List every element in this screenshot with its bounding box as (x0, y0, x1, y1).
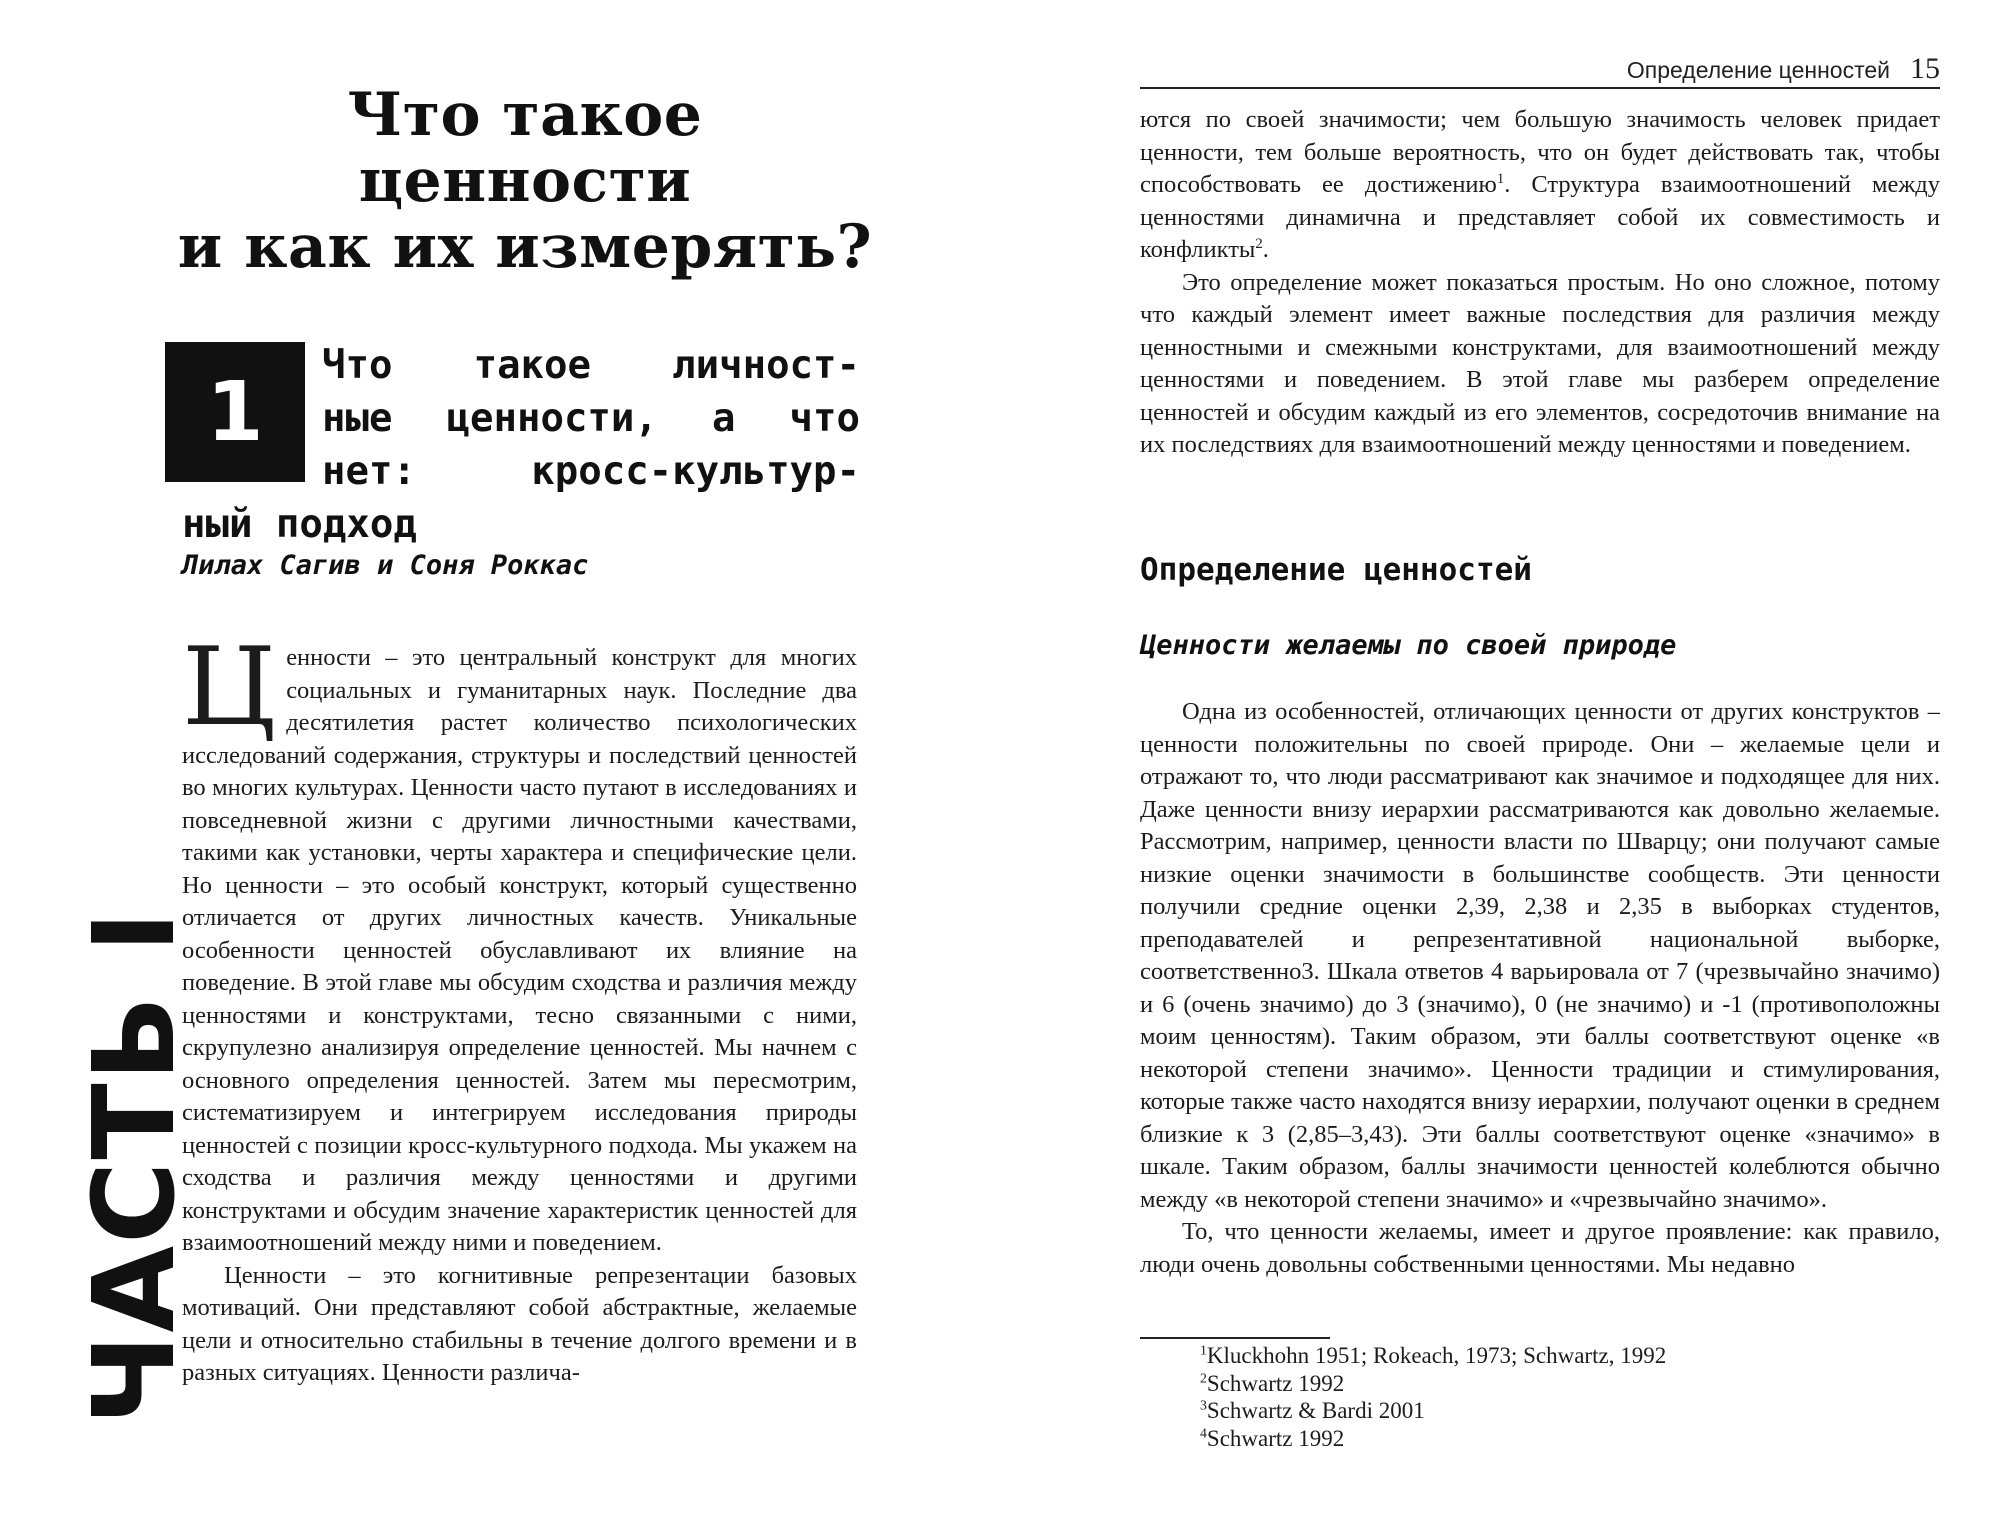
part-title-line1: Что такое ценности (347, 80, 703, 216)
part-title (175, 82, 875, 280)
footnote-text: Schwartz 1992 (1206, 1425, 1345, 1451)
running-head (1627, 52, 1940, 86)
running-head-title: Определение ценностей (1626, 57, 1890, 83)
right-paragraph-4: То, что ценности желаемы, имеет и другое проявление: как правило, люди очень довольны собственными ценностями. Мы недавно (1140, 1218, 1940, 1278)
chapter-number-box (165, 342, 305, 482)
right-body-text-bottom (1140, 696, 1940, 1281)
chapter-title-line: Что такое личност- (322, 343, 860, 388)
left-paragraph-2: Ценности – это когнитивные репрезентации базовых мотиваций. Они представляют собой абстрактные, желаемые цели и относительно стабильны в течение долгого времени и в разных ситуациях. Ценности различа- (182, 1261, 857, 1386)
part-title-line2: и как их измерять? (177, 212, 873, 282)
left-paragraph-1 (182, 625, 857, 1260)
right-page (1000, 0, 2000, 1517)
footnotes (1200, 1342, 1666, 1452)
footnote (1200, 1370, 1666, 1398)
page-number: 15 (1910, 52, 1940, 85)
chapter-authors: Лилах Сагив и Соня Роккас (182, 550, 589, 581)
footnote-number: 4 (1200, 1424, 1207, 1440)
footnote-ref-1: 1 (1496, 170, 1505, 187)
header-rule (1140, 87, 1940, 89)
footnote-number: 1 (1200, 1342, 1207, 1358)
right-paragraph-1-part-a: ются по своей значимости; чем большую значимость человек придает ценности, тем больше вероятность, что он будет действовать так, чтобы способствовать ее достижению (1140, 106, 1940, 198)
section-heading: Определение ценностей (1140, 552, 1532, 588)
part-side-tab: ЧАСТЬ I (70, 909, 200, 1425)
chapter-title-line: ные ценности, а что (322, 396, 860, 441)
footnote-number: 2 (1200, 1369, 1207, 1385)
drop-cap: Ц (182, 625, 277, 750)
footnote-text: Schwartz & Bardi 2001 (1206, 1398, 1425, 1423)
left-paragraph-1-text: енности – это центральный конструкт для многих социальных и гуманитарных наук. Последние два десятилетия растет количество психологических исследований содержания, структуры и последствий ценностей во многих культурах. Ценности часто путают в исследованиях и повседневной жизни с другими личностными качествами, такими как установки, черты характера и специфические цели. Но ценности – это особый конструкт, который существенно отличается от других личностных качеств. Уникальные особенности ценностей обуславливают их влияние на поведение. В этой главе мы обсудим сходства и различия между ценностями и конструктами, тесно связанными с ними, скрупулезно анализируя определение ценностей. Мы начнем с основного определения ценностей. Затем мы пересмотрим, систематизируем и интегрируем исследования природы ценностей с позиции кросс-культурного подхода. Мы укажем на сходства и различия между ценностями и другими конструктами и обсудим значение характеристик ценностей для взаимоотношений между ними и поведением. (182, 644, 857, 1256)
right-paragraph-3: Одна из особенностей, отличающих ценности от других конструктов – ценности положительны по своей природе. Они – желаемые цели и отражают то, что люди рассматривают как значимое и подходящее для них. Даже ценности внизу иерархии рассматриваются как довольно желаемые. Рассмотрим, например, ценности власти по Шварцу; они получают самые низкие оценки значимости в большинстве сообществ. Эти ценности получили средние оценки 2,39, 2,38 и 2,35 в выборках студентов, преподавателей и репрезентативной национальной выборке, соответственно3. Шкала ответов 4 варьировала от 7 (чрезвычайно значимо) и 6 (очень значимо) до 3 (значимо), 0 (не значимо) и -1 (противоположны моим ценностям). Таким образом, эти баллы соответствуют оценке «в некоторой степени значимо». Ценности традиции и стимулирования, которые также часто находятся внизу иерархии, получают оценки в среднем близкие к 3 (2,85–3,43). Эти баллы соответствуют оценке «значимо» в шкале. Таким образом, баллы значимости ценностей колеблются обычно между «в некоторой степени значимо» и «чрезвычайно значимо». (1140, 698, 1940, 1213)
right-paragraph-2: Это определение может показаться простым. Но оно сложное, потому что каждый элемент имеет важные последствия для различия между ценностными и смежными конструктами, для взаимоотношений между ценностями и поведением. В этой главе мы разберем определение ценностей и обсудим каждый из его элементов, сосредоточив внимание на их последствиях для взаимоотношений между ценностями и поведением. (1140, 268, 1940, 458)
left-body-text (182, 625, 857, 1390)
chapter-number: 1 (206, 364, 264, 460)
footnote-number: 3 (1200, 1397, 1207, 1413)
footnote-text: Schwartz 1992 (1206, 1370, 1345, 1396)
right-paragraph-1 (1140, 104, 1940, 267)
footnote-text: Kluckhohn 1951; Rokeach, 1973; Schwartz, 1992 (1206, 1343, 1667, 1368)
right-paragraph-1-part-c: . (1262, 236, 1269, 263)
right-paragraph-1-part-b: . Структура взаимоотношений между ценностями динамична и представляет собой их совместимость и конфликты (1140, 171, 1940, 263)
footnote-rule (1140, 1337, 1330, 1339)
footnote (1200, 1425, 1666, 1453)
footnote (1200, 1342, 1666, 1370)
chapter-title-line: нет: кросс-культур- (322, 449, 860, 494)
footnote (1200, 1397, 1666, 1425)
right-body-text-top (1140, 104, 1940, 462)
chapter-title-line: ный подход (182, 502, 417, 547)
subsection-heading: Ценности желаемы по своей природе (1140, 630, 1677, 661)
footnote-ref-2: 2 (1255, 235, 1263, 252)
